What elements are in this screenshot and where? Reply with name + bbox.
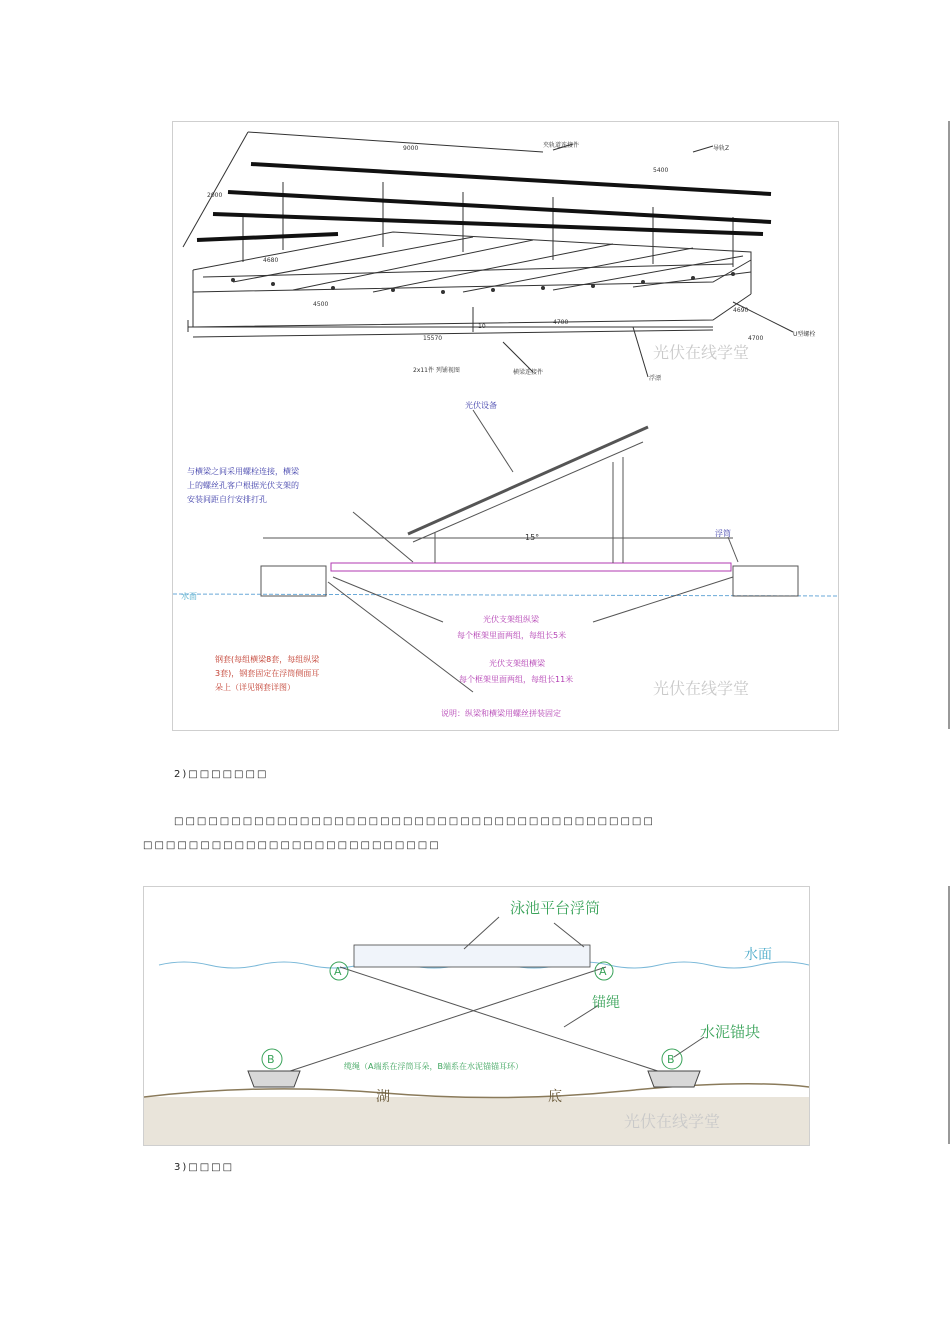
pv-frame-diagram [172, 121, 839, 731]
paragraph-line-2: □□□□□□□□□□□□□□□□□□□□□□□□□□ [143, 840, 441, 851]
dim-4680: 4680 [263, 257, 279, 264]
anchor-labels [262, 899, 772, 1131]
dim-4500: 4500 [313, 301, 329, 308]
label-float-drum: 浮筒 [715, 529, 731, 538]
frame-lines [183, 132, 793, 377]
concrete-anchor-right [648, 1071, 700, 1087]
label-angle: 15° [525, 533, 540, 542]
dim-4700: 4700 [553, 319, 569, 326]
dim-5400: 5400 [653, 167, 669, 174]
anchor-ropes [272, 917, 704, 1077]
point-b-left: B [267, 1053, 275, 1066]
label-water: 水面 [181, 592, 197, 601]
dim-4690: 4690 [733, 307, 749, 314]
label-cross-beam-note: 每个框架里面两组，每组长11米 [459, 675, 574, 684]
label-concrete-anchor: 水泥锚块 [700, 1023, 761, 1041]
dim-10: 10 [478, 323, 486, 330]
pool-float-platform [354, 945, 590, 967]
point-b-right: B [667, 1053, 675, 1066]
pv-frame-drawing [173, 122, 838, 730]
paragraph-line-1: □□□□□□□□□□□□□□□□□□□□□□□□□□□□□□□□□□□□□□□□□□ [174, 816, 655, 827]
label-bottom: 底 [548, 1089, 562, 1105]
watermark-fig2: 光伏在线学堂 [624, 1112, 721, 1131]
bolt-note-2: 上的螺丝孔客户根据光伏支架的 [187, 481, 299, 490]
label-cross-beam: 光伏支架组横梁 [489, 659, 545, 668]
point-a-left: A [334, 965, 342, 978]
dim-15570: 15570 [423, 335, 443, 342]
label-rope-note: 缆绳（A端系在浮筒耳朵，B端系在水泥锚锚耳环） [344, 1062, 523, 1071]
label-anchor-rope: 锚绳 [592, 995, 620, 1011]
anchor-drawing [144, 887, 809, 1145]
label-explain: 说明：纵梁和横梁用螺丝拼装固定 [441, 709, 561, 718]
watermark-top: 光伏在线学堂 [653, 343, 750, 362]
anchor-diagram [143, 886, 810, 1146]
section-labels [181, 400, 731, 718]
steel-note-3: 朵上（详见钢套详图） [215, 683, 295, 692]
label-caption: 2x11件 列铺视图 [413, 367, 460, 374]
section-heading-2: 2)□□□□□□□ [174, 769, 269, 780]
label-purlin-connector: 夹轨道连接件 [543, 142, 580, 149]
bolt-note-3: 安装间距自行安排打孔 [187, 495, 267, 504]
label-beam-connector: 横梁连接件 [513, 369, 544, 376]
label-float: 浮漂 [649, 375, 662, 382]
watermark-bottom: 光伏在线学堂 [653, 679, 750, 698]
label-long-beam: 光伏支架组纵梁 [483, 615, 539, 624]
point-a-right: A [599, 965, 607, 978]
label-u-bolt: U型螺栓 [793, 331, 816, 338]
dim-4700b: 4700 [748, 335, 764, 342]
concrete-anchor-left [248, 1071, 300, 1087]
section-heading-3: 3)□□□□ [174, 1162, 235, 1173]
dim-9000: 9000 [403, 145, 419, 152]
label-rail: 导轨Z [713, 145, 730, 152]
label-pool-float: 泳池平台浮筒 [510, 899, 601, 917]
steel-note-2: 3套)，钢套固定在浮筒侧面耳 [215, 669, 320, 678]
label-long-beam-note: 每个框架里面两组，每组长5米 [457, 631, 567, 640]
steel-note-1: 钢套(每组横梁8套，每组纵梁 [215, 655, 320, 664]
label-lake: 湖 [376, 1089, 390, 1105]
dim-2000: 2000 [207, 192, 223, 199]
lake-bed-line [144, 1084, 809, 1098]
label-water-surface: 水面 [744, 947, 772, 963]
label-pv-device: 光伏设备 [465, 401, 497, 410]
section-lines [173, 410, 838, 692]
bolt-note-1: 与横梁之间采用螺栓连接，横梁 [187, 467, 299, 476]
